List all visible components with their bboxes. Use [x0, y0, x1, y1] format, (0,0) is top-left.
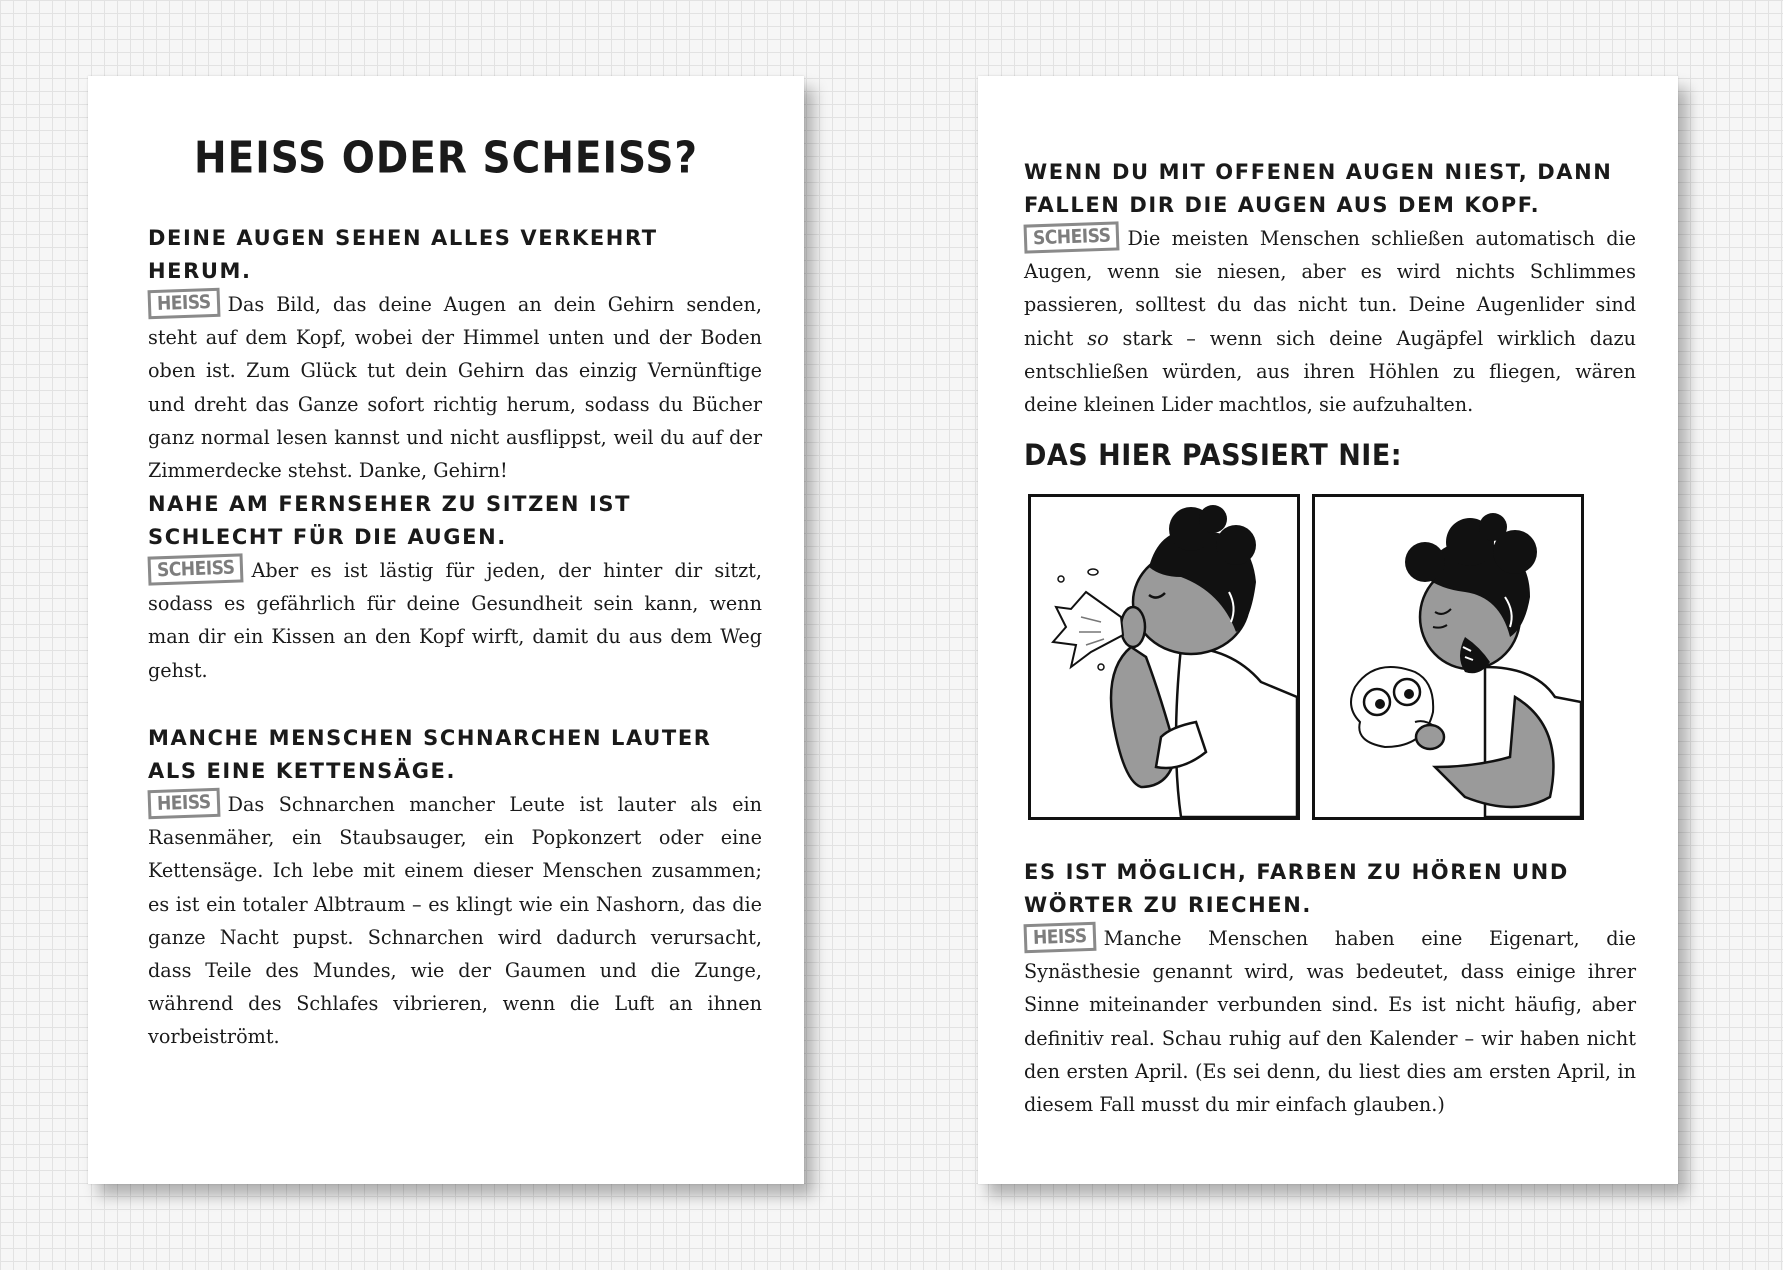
- fact-section: [1024, 156, 1636, 421]
- fact-body-start: Die meisten Menschen schließen automatisch die Augen, wenn sie niesen, aber es wird nichts Schlimmes passieren, solltest du das nicht tun. Deine Augenlider sind nicht: [1024, 227, 1636, 350]
- fact-emphasis: so: [1087, 326, 1109, 350]
- fact-body: Das Schnarchen mancher Leute ist lauter als ein Rasenmäher, ein Staubsauger, ein Popkonzert oder eine Kettensäge. Ich lebe mit einem dieser Menschen zusammen; es ist ein totaler Albtraum – es klingt wie ein Nashorn, das die ganze Nacht pupst. Schnarchen wird dadurch verursacht, dass Teile des Mundes, wie der Gaumen und die Zunge, während des Schlafes vibrieren, wenn die Luft an ihnen vorbeiströmt.: [148, 793, 762, 1049]
- fact-heading: ES IST MÖGLICH, FARBEN ZU HÖREN UND WÖRTER ZU RIECHEN.: [1024, 860, 1569, 917]
- fact-heading: DEINE AUGEN SEHEN ALLES VERKEHRT HERUM.: [148, 226, 658, 283]
- left-page: [88, 76, 804, 1184]
- fact-body-end: stark – wenn sich deine Augäpfel wirklich dazu entschließen würden, aus ihren Höhlen zu fliegen, wären deine kleinen Lider machtlos, sie aufzuhalten.: [1024, 326, 1636, 417]
- eyes-popped-illustration: [1315, 497, 1581, 817]
- fact-body: Aber es ist lästig für jeden, der hinter dir sitzt, sodass es gefährlich für deine Gesundheit sein kann, wenn man dir ein Kissen an den Kopf wirft, damit du aus dem Weg gehst.: [148, 559, 762, 682]
- fact-heading: MANCHE MENSCHEN SCHNARCHEN LAUTER ALS EINE KETTENSÄGE.: [148, 726, 712, 783]
- fact-text: [1024, 222, 1636, 421]
- fact-section: [148, 222, 762, 487]
- verdict-stamp: HEISS: [1024, 922, 1097, 953]
- comic-caption: DAS HIER PASSIERT NIE:: [1024, 438, 1403, 473]
- fact-text: [148, 788, 762, 1054]
- fact-body: Das Bild, das deine Augen an dein Gehirn senden, steht auf dem Kopf, wobei der Himmel unten und der Boden oben ist. Zum Glück tut dein Gehirn das einzig Vernünftige und dreht das Ganze sofort richtig herum, sodass du Bücher ganz normal lesen kannst und nicht ausflippst, weil du auf der Zimmerdecke stehst. Danke, Gehirn!: [148, 293, 762, 483]
- verdict-stamp: HEISS: [148, 788, 221, 819]
- comic-strip: [1028, 494, 1588, 824]
- fact-heading: NAHE AM FERNSEHER ZU SITZEN IST SCHLECHT FÜR DIE AUGEN.: [148, 492, 632, 549]
- verdict-stamp: SCHEISS: [148, 553, 244, 585]
- comic-panel-eyes-popped: [1312, 494, 1584, 820]
- fact-text: [148, 288, 762, 487]
- fact-heading: WENN DU MIT OFFENEN AUGEN NIEST, DANN FALLEN DIR DIE AUGEN AUS DEM KOPF.: [1024, 160, 1613, 217]
- fact-text: [1024, 922, 1636, 1121]
- page-title: HEISS ODER SCHEISS?: [193, 133, 699, 184]
- fact-section: [148, 488, 762, 687]
- comic-panel-sneeze: [1028, 494, 1300, 820]
- fact-body: Manche Menschen haben eine Eigenart, die Synästhesie genannt wird, was bedeutet, dass einige ihrer Sinne miteinander verbunden sind. Es ist nicht häufig, aber definitiv real. Schau ruhig auf den Kalender – wir haben nicht den ersten April. (Es sei denn, du liest dies am ersten April, in diesem Fall musst du mir einfach glauben.): [1024, 927, 1636, 1117]
- sneeze-illustration: [1031, 497, 1297, 817]
- fact-section: [1024, 856, 1636, 1121]
- fact-section: [148, 722, 762, 1054]
- verdict-stamp: HEISS: [148, 288, 221, 319]
- right-page: [978, 76, 1678, 1184]
- fact-text: [148, 554, 762, 687]
- verdict-stamp: SCHEISS: [1024, 221, 1120, 253]
